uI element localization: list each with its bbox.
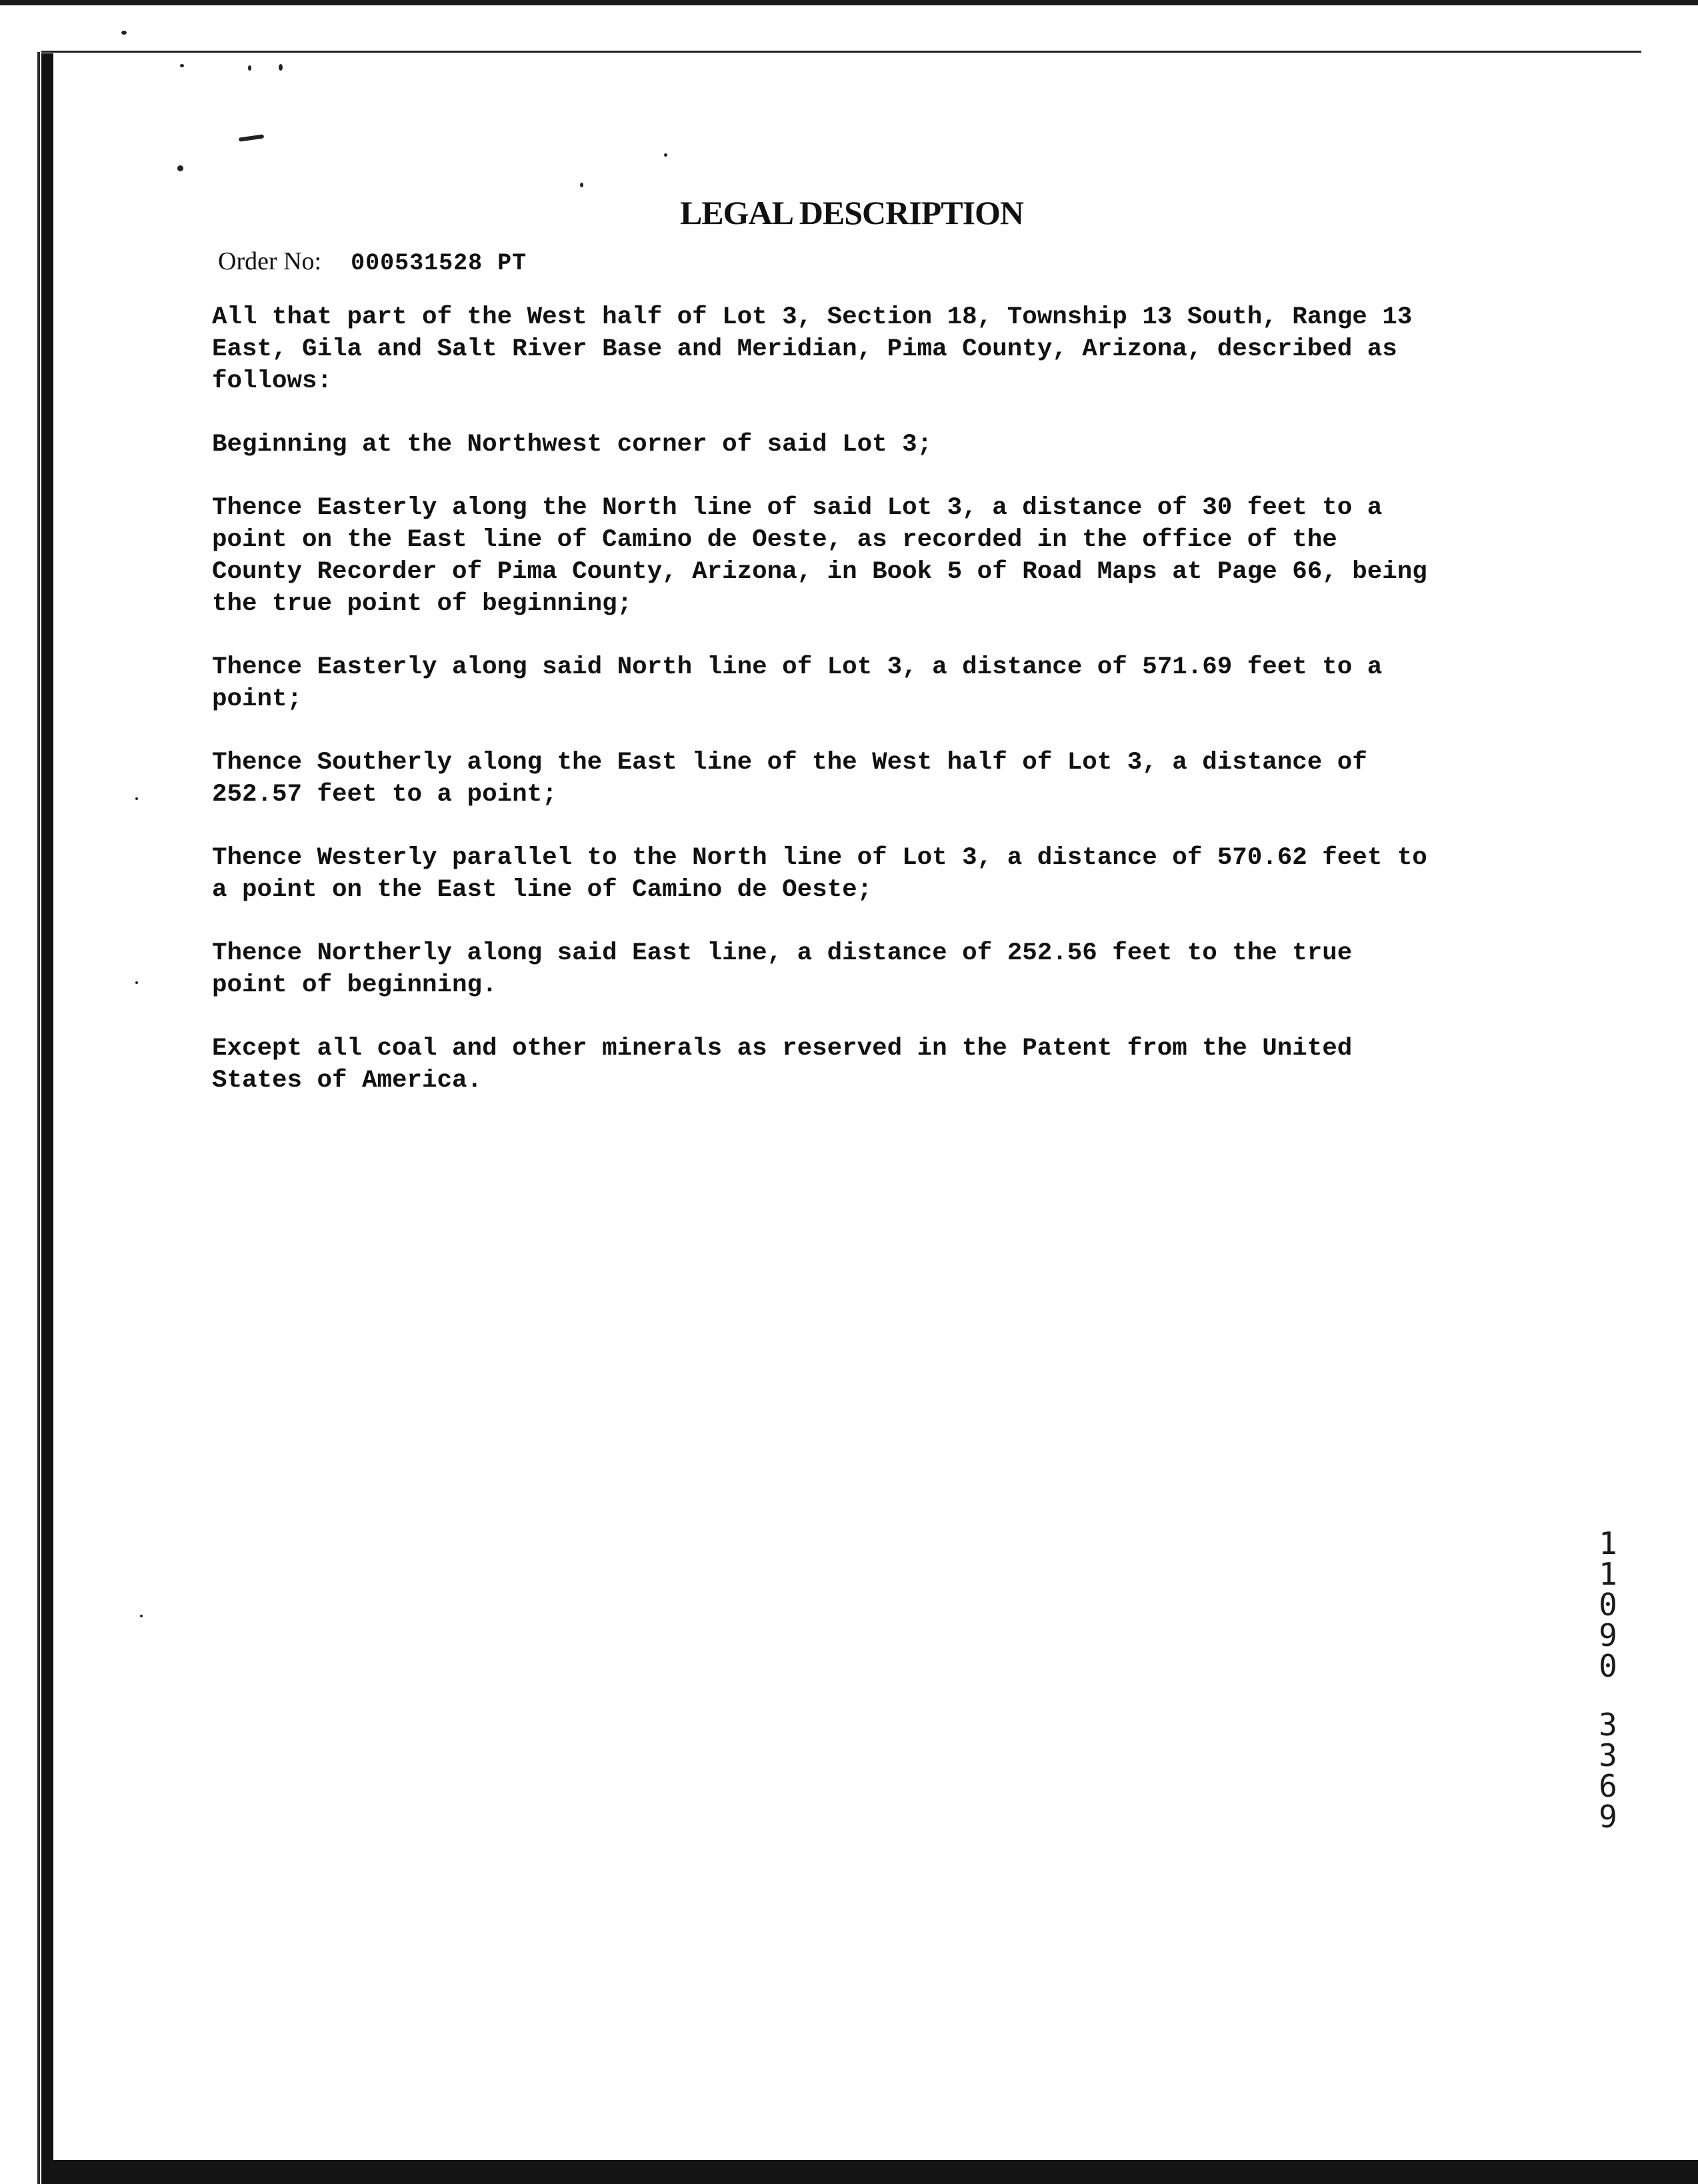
paragraph-course-4: Thence Westerly parallel to the North line of Lot 3, a distance of 570.62 feet to a point on the East line of Camino de Oeste;: [212, 844, 1427, 904]
scan-border-left-thin: [37, 52, 40, 2184]
side-document-number-stamp: [1595, 1525, 1621, 1835]
paragraph-course-1: Thence Easterly along the North line of said Lot 3, a distance of 30 feet to a point on the East line of Camino de Oeste, as recorded in the office of the County Recorder of Pima County, Arizona, in Book 5 of Road Maps at Page 66, being the true point of beginning;: [212, 494, 1427, 618]
scan-border-top: [0, 0, 1698, 5]
scan-speck: [279, 64, 283, 71]
document-title: [0, 193, 1698, 232]
scan-speck: [248, 65, 251, 71]
stamp-digit: 3: [1599, 1707, 1617, 1743]
scan-speck: [664, 153, 667, 157]
paragraph-exception: Except all coal and other minerals as reserved in the Patent from the United States of America.: [212, 1035, 1353, 1095]
scan-speck: [177, 165, 183, 171]
order-number-row: [218, 247, 527, 277]
paragraph-parcel-intro: All that part of the West half of Lot 3, Section 18, Township 13 South, Range 13 East, Gila and Salt River Base and Meridian, Pima County, Arizona, described as follows:: [212, 303, 1413, 395]
stamp-digit: 1: [1599, 1556, 1617, 1592]
scan-speck: [180, 64, 184, 67]
order-number-value: 000531528 PT: [351, 250, 527, 277]
scan-speck: [121, 31, 127, 35]
legal-description-body: [212, 301, 1545, 1128]
scan-speck: [140, 1615, 143, 1617]
stamp-digit: 1: [1599, 1525, 1617, 1561]
scan-speck: [580, 183, 583, 187]
paragraph-course-5: Thence Northerly along said East line, a distance of 252.56 feet to the true point of beginning.: [212, 939, 1353, 999]
stamp-digit: 9: [1599, 1617, 1617, 1653]
stamp-digit: 0: [1599, 1648, 1617, 1684]
paragraph-course-2: Thence Easterly along said North line of Lot 3, a distance of 571.69 feet to a point;: [212, 653, 1383, 713]
scan-border-bottom: [41, 2160, 1698, 2184]
scan-border-line: [41, 51, 1641, 53]
stamp-digit: 6: [1599, 1768, 1617, 1804]
stamp-digit: 3: [1599, 1737, 1617, 1773]
stamp-digit: 0: [1599, 1587, 1617, 1623]
scan-speck: [135, 981, 138, 984]
order-number-label: Order No:: [218, 247, 322, 275]
stamp-gap: [1595, 1681, 1621, 1709]
paragraph-beginning: Beginning at the Northwest corner of said Lot 3;: [212, 431, 933, 459]
scan-speck: [135, 797, 138, 800]
document-title-text: LEGAL DESCRIPTION: [679, 194, 1024, 231]
stamp-digit: 9: [1599, 1799, 1617, 1835]
scan-border-left: [41, 53, 53, 2184]
scan-speck: [239, 134, 264, 141]
paragraph-course-3: Thence Southerly along the East line of the West half of Lot 3, a distance of 252.57 feet to a point;: [212, 749, 1367, 809]
